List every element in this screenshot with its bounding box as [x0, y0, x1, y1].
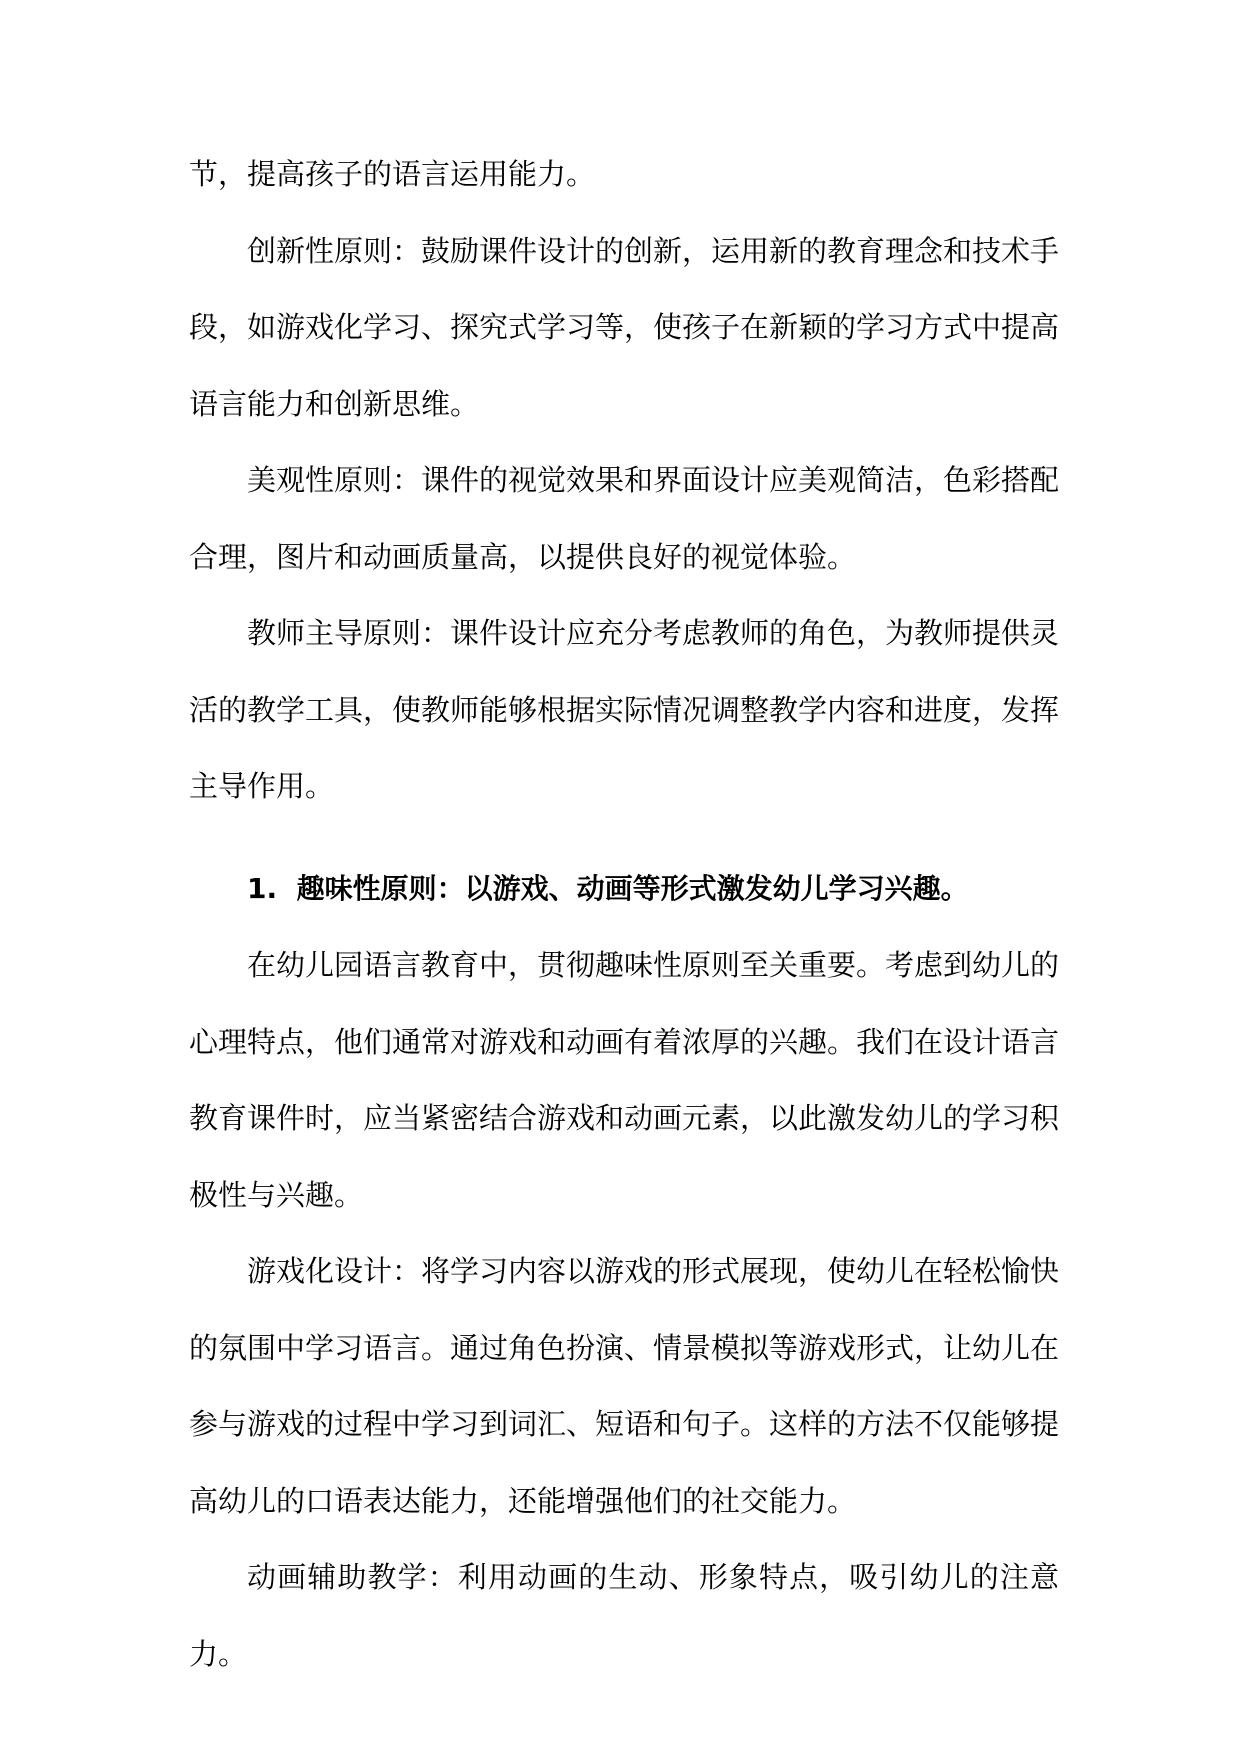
section-heading: [189, 851, 1059, 928]
section-heading-number: 1.: [247, 871, 278, 905]
paragraph-animation-teaching: 动画辅助教学：利用动画的生动、形象特点，吸引幼儿的注意力。: [189, 1560, 1059, 1671]
paragraph-continuation: 节，提高孩子的语言运用能力。: [189, 157, 596, 191]
section-spacer: [189, 825, 1059, 851]
paragraph-fun-principle-intro: 在幼儿园语言教育中，贯彻趣味性原则至关重要。考虑到幼儿的心理特点，他们通常对游戏和动画有着浓厚的兴趣。我们在设计语言教育课件时，应当紧密结合游戏和动画元素，以此激发幼儿的学习积极性与兴趣。: [189, 948, 1060, 1212]
paragraph-aesthetic-principle: 美观性原则：课件的视觉效果和界面设计应美观简洁，色彩搭配合理，图片和动画质量高，以提供良好的视觉体验。: [189, 463, 1060, 574]
section-heading-text: 趣味性原则：以游戏、动画等形式激发幼儿学习兴趣。: [296, 871, 969, 905]
document-page: [189, 136, 1059, 1692]
paragraph-game-design: 游戏化设计：将学习内容以游戏的形式展现，使幼儿在轻松愉快的氛围中学习语言。通过角色扮演、情景模拟等游戏形式，让幼儿在参与游戏的过程中学习到词汇、短语和句子。这样的方法不仅能够提高幼儿的口语表达能力，还能增强他们的社交能力。: [189, 1254, 1060, 1518]
paragraph-teacher-led-principle: 教师主导原则：课件设计应充分考虑教师的角色，为教师提供灵活的教学工具，使教师能够根据实际情况调整教学内容和进度，发挥主导作用。: [189, 616, 1060, 803]
paragraph-innovation-principle: 创新性原则：鼓励课件设计的创新，运用新的教育理念和技术手段，如游戏化学习、探究式学习等，使孩子在新颖的学习方式中提高语言能力和创新思维。: [189, 233, 1060, 421]
